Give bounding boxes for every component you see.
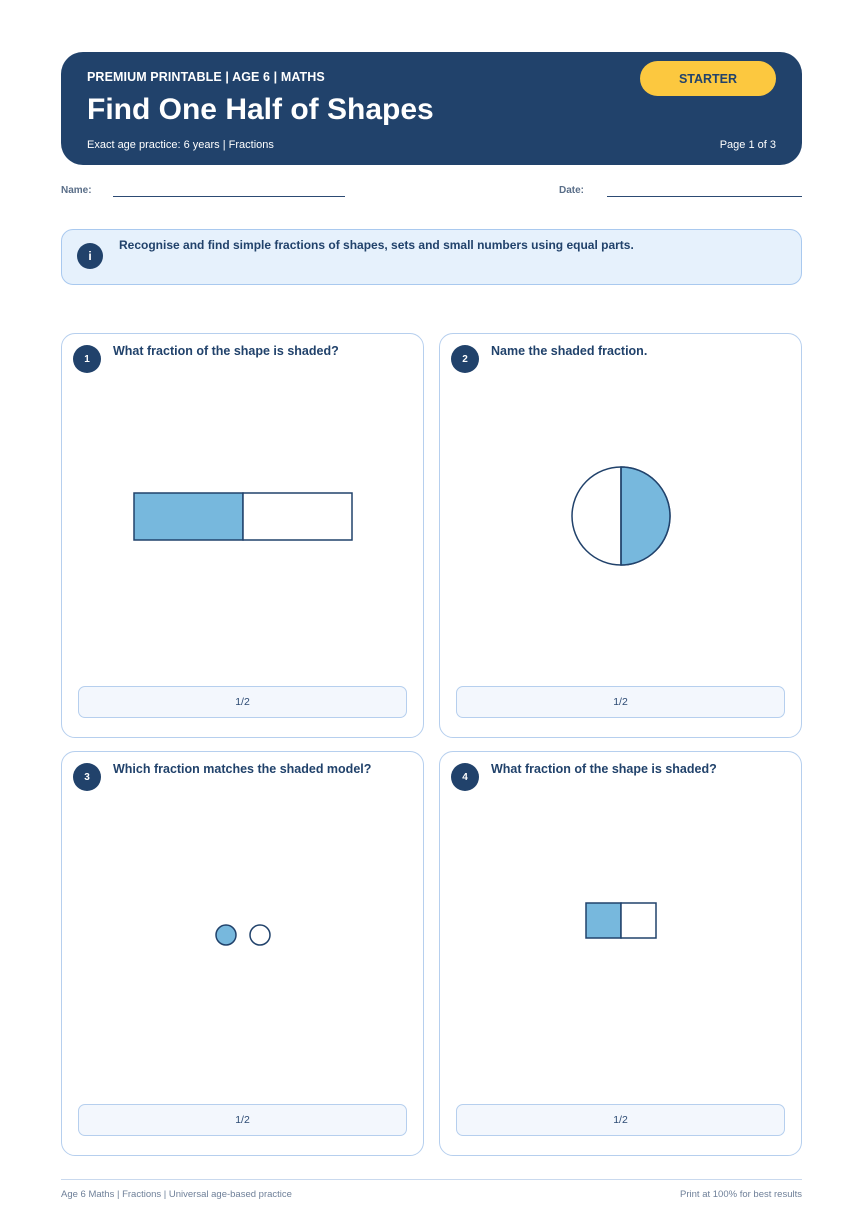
- header-subtitle: Exact age practice: 6 years | Fractions: [87, 139, 274, 151]
- question-card-4: [439, 751, 802, 1156]
- worksheet-header: [61, 52, 802, 165]
- unshaded-half: [243, 493, 352, 540]
- header-kicker: PREMIUM PRINTABLE | AGE 6 | MATHS: [87, 70, 325, 84]
- page-title: Find One Half of Shapes: [87, 93, 434, 126]
- footer-left-text: Age 6 Maths | Fractions | Universal age-based practice: [61, 1189, 292, 1200]
- question-number: 4: [451, 763, 479, 791]
- footer-right-text: Print at 100% for best results: [680, 1189, 802, 1200]
- footer-divider: [61, 1179, 802, 1180]
- question-text: Which fraction matches the shaded model?: [113, 762, 372, 776]
- unshaded-half: [621, 903, 656, 938]
- info-icon: i: [77, 243, 103, 269]
- answer-box[interactable]: 1/2: [78, 686, 407, 718]
- question-text: What fraction of the shape is shaded?: [113, 344, 339, 358]
- question-text: Name the shaded fraction.: [491, 344, 648, 358]
- fraction-small-bar-model: [440, 752, 801, 1155]
- question-card-2: [439, 333, 802, 738]
- shaded-dot: [216, 925, 236, 945]
- question-number: 3: [73, 763, 101, 791]
- answer-box[interactable]: 1/2: [456, 1104, 785, 1136]
- unshaded-dot: [250, 925, 270, 945]
- instruction-text: Recognise and find simple fractions of shapes, sets and small numbers using equal parts.: [119, 238, 634, 252]
- question-text: What fraction of the shape is shaded?: [491, 762, 717, 776]
- shaded-half: [134, 493, 243, 540]
- fraction-set-model: [62, 752, 423, 1155]
- page-number: Page 1 of 3: [719, 139, 776, 151]
- date-label: Date:: [559, 185, 585, 196]
- shaded-half: [586, 903, 621, 938]
- name-write-line[interactable]: [113, 196, 345, 197]
- answer-box[interactable]: 1/2: [78, 1104, 407, 1136]
- question-number: 2: [451, 345, 479, 373]
- answer-box[interactable]: 1/2: [456, 686, 785, 718]
- question-card-3: [61, 751, 424, 1156]
- question-number: 1: [73, 345, 101, 373]
- instruction-box: [61, 229, 802, 285]
- fraction-bar-model: [62, 334, 423, 737]
- question-card-1: [61, 333, 424, 738]
- shaded-half: [621, 467, 670, 565]
- name-label: Name:: [61, 185, 92, 196]
- date-write-line[interactable]: [607, 196, 802, 197]
- level-badge: STARTER: [640, 61, 776, 96]
- fraction-circle-model: [440, 334, 801, 737]
